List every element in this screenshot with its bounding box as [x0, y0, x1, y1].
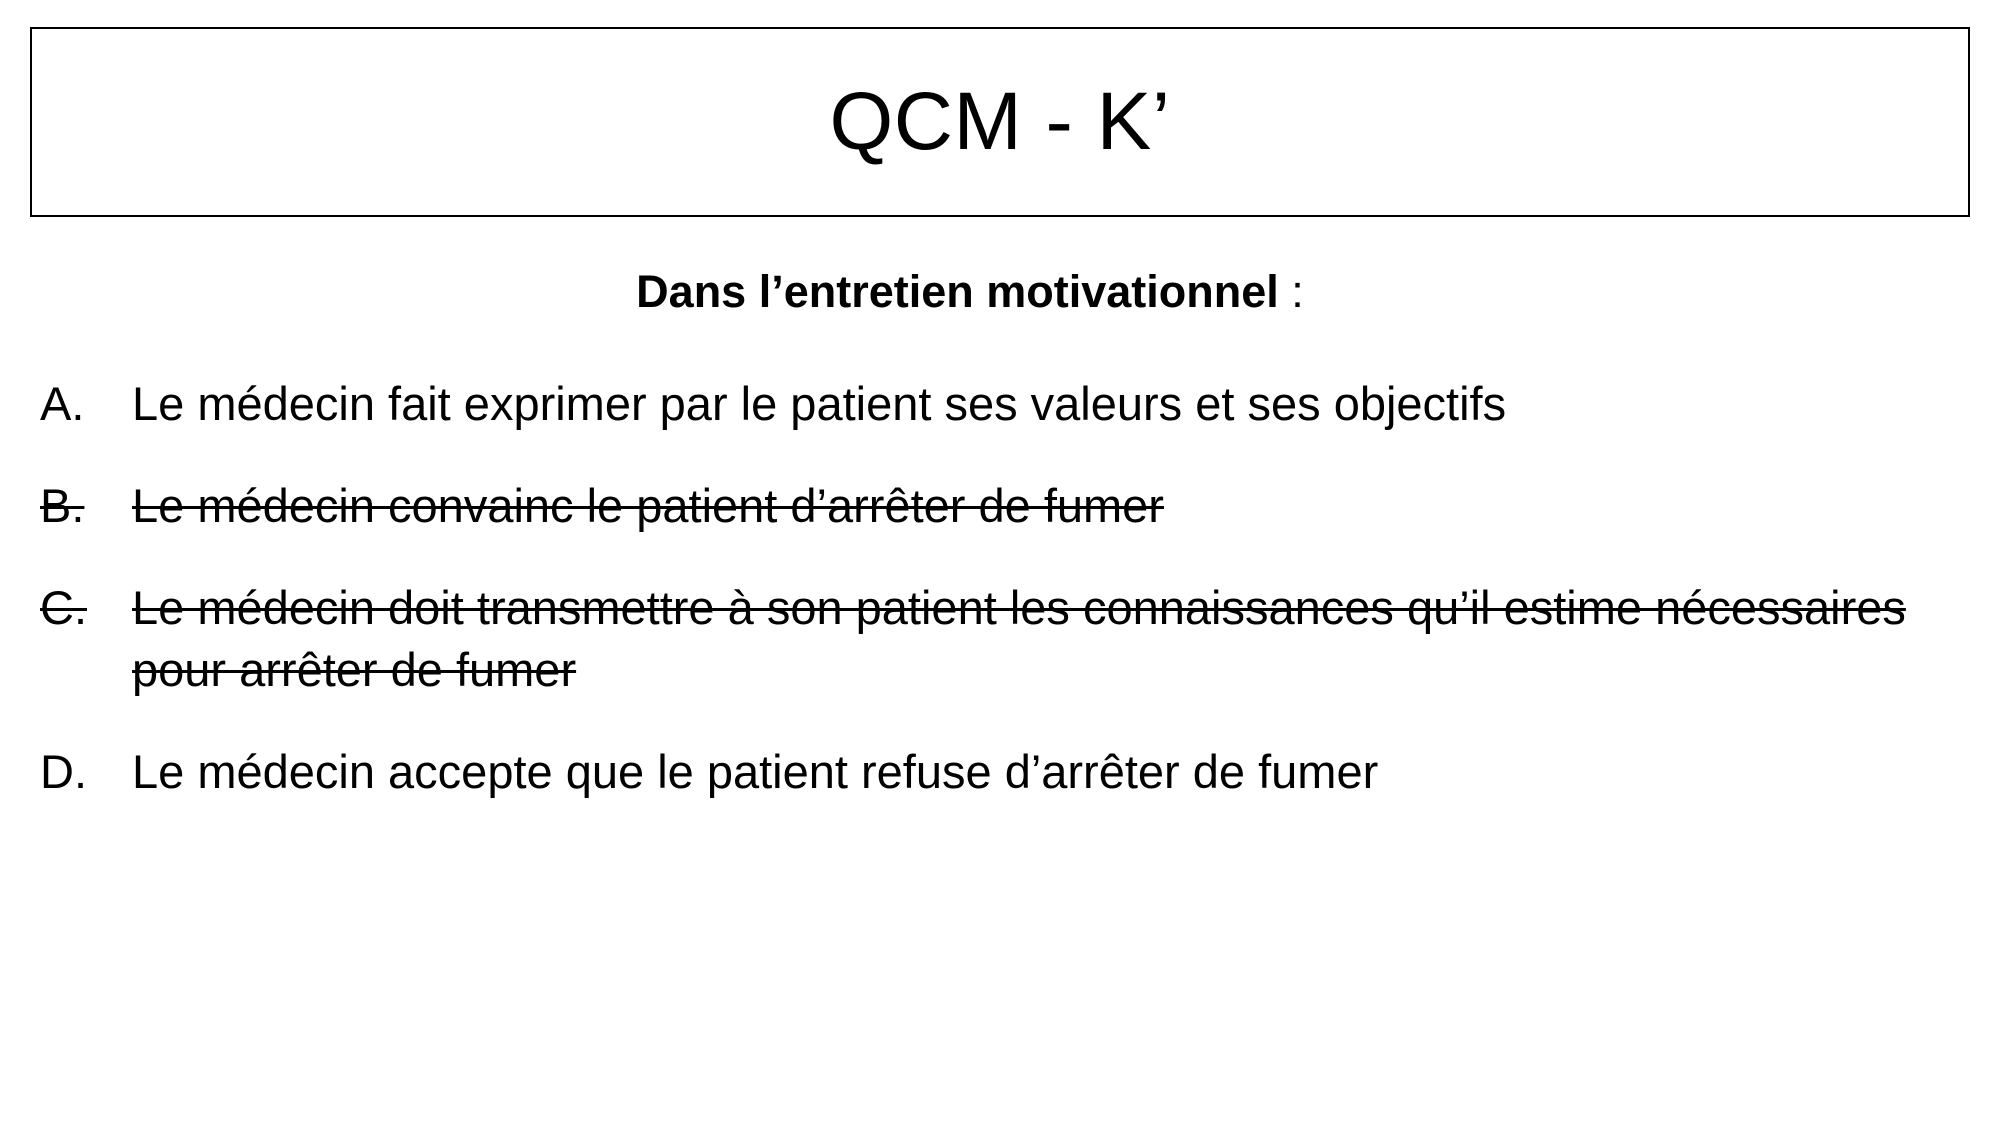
answer-marker: A.	[40, 377, 85, 430]
answer-text: Le médecin convainc le patient d’arrêter de fumer	[132, 479, 1164, 533]
question-stem	[40, 265, 1960, 319]
answer-marker: B.	[40, 479, 85, 533]
answer-marker: C.	[40, 581, 87, 635]
content-placeholder	[40, 265, 1960, 843]
page-title: QCM - K’	[829, 75, 1171, 167]
answer-text: Le médecin accepte que le patient refuse d’arrêter de fumer	[132, 745, 1379, 799]
answer-option-c	[40, 577, 1960, 701]
answer-option-a	[40, 373, 1960, 435]
question-stem-bold: Dans l’entretien motivationnel	[636, 266, 1279, 317]
answer-text: Le médecin doit transmettre à son patient les connaissances qu’il estime nécessaires pour arrêter de fumer	[132, 581, 1906, 697]
title-placeholder	[30, 27, 1970, 217]
answer-marker: D.	[40, 745, 87, 799]
answer-option-d	[40, 741, 1960, 803]
question-stem-suffix: :	[1278, 266, 1304, 317]
answer-option-b	[40, 475, 1960, 537]
answer-text: Le médecin fait exprimer par le patient ses valeurs et ses objectifs	[132, 377, 1507, 430]
